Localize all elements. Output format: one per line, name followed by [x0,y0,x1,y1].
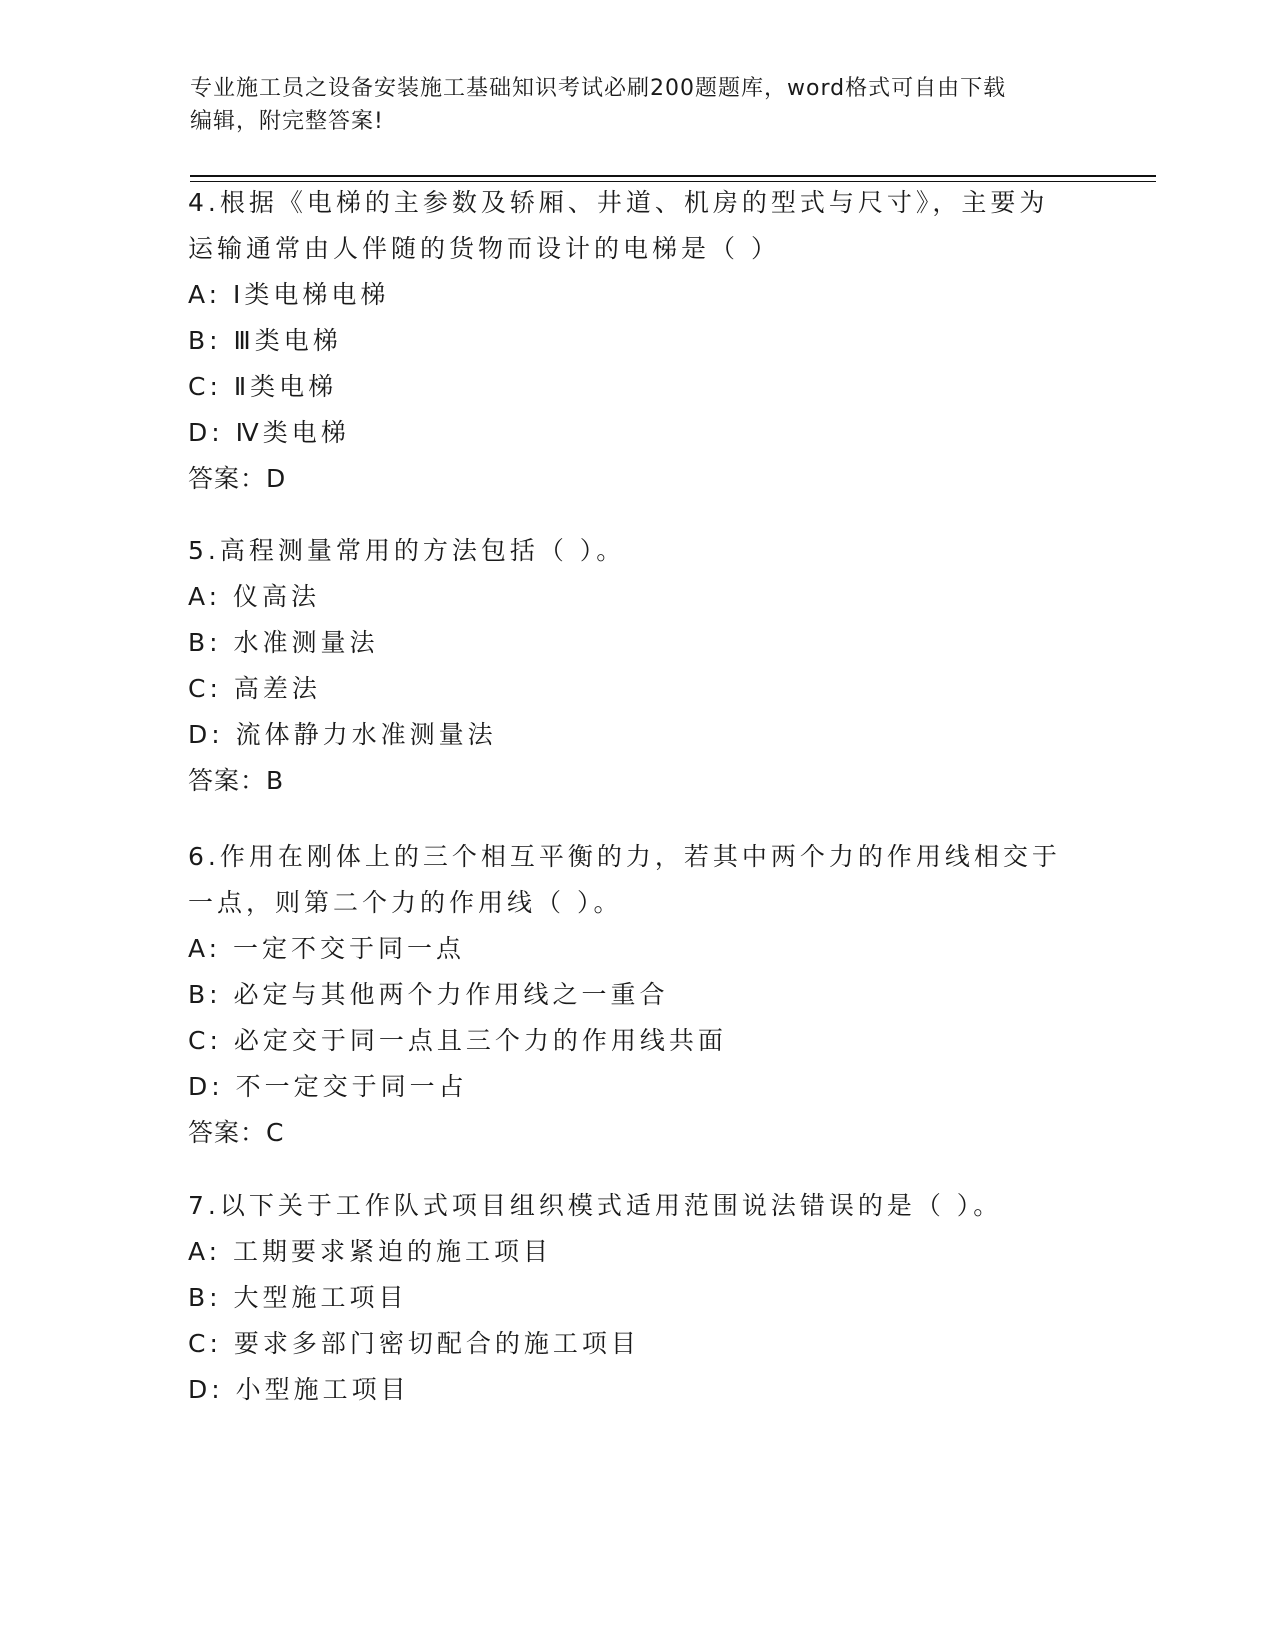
question-4-option-d: D: Ⅳ类电梯 [188,418,350,447]
question-5-option-c: C: 高差法 [188,674,321,703]
question-6-text-line-1: 6.作用在刚体上的三个相互平衡的力，若其中两个力的作用线相交于 [188,842,1061,871]
question-6-option-d: D: 不一定交于同一占 [188,1072,468,1101]
question-4-option-b: B: Ⅲ类电梯 [188,326,342,355]
question-5-answer: 答案：B [188,766,285,795]
question-4-option-a: A: Ⅰ类电梯电梯 [188,280,390,309]
question-5-option-b: B: 水准测量法 [188,628,379,657]
question-6 [188,834,1068,1156]
question-7-option-c: C: 要求多部门密切配合的施工项目 [188,1329,640,1358]
header-divider-thick [190,175,1156,177]
question-4-option-c: C: Ⅱ类电梯 [188,372,338,401]
header-line-2: 编辑，附完整答案! [190,109,384,134]
question-7-text-line-1: 7.以下关于工作队式项目组织模式适用范围说法错误的是（ ）。 [188,1191,1003,1220]
header-line-1: 专业施工员之设备安装施工基础知识考试必刷200题题库，word格式可自由下载 [190,76,1007,101]
question-7-option-b: B: 大型施工项目 [188,1283,408,1312]
question-6-option-a: A: 一定不交于同一点 [188,934,466,963]
question-4-text-line-2: 运输通常由人伴随的货物而设计的电梯是（ ） [188,234,780,263]
question-5-option-a: A: 仪高法 [188,582,321,611]
question-6-option-c: C: 必定交于同一点且三个力的作用线共面 [188,1026,727,1055]
question-7 [188,1183,1068,1413]
question-6-text-line-2: 一点，则第二个力的作用线（ ）。 [188,888,623,917]
question-5 [188,528,1068,804]
question-4-text-line-1: 4.根据《电梯的主参数及轿厢、井道、机房的型式与尺寸》，主要为 [188,188,1049,217]
question-7-option-a: A: 工期要求紧迫的施工项目 [188,1237,553,1266]
question-6-option-b: B: 必定与其他两个力作用线之一重合 [188,980,669,1009]
question-5-text-line-1: 5.高程测量常用的方法包括（ ）。 [188,536,626,565]
question-4 [188,180,1068,502]
question-6-answer: 答案：C [188,1118,285,1147]
document-header [190,72,1070,138]
question-4-answer: 答案：D [188,464,287,493]
question-7-option-d: D: 小型施工项目 [188,1375,410,1404]
question-5-option-d: D: 流体静力水准测量法 [188,720,497,749]
